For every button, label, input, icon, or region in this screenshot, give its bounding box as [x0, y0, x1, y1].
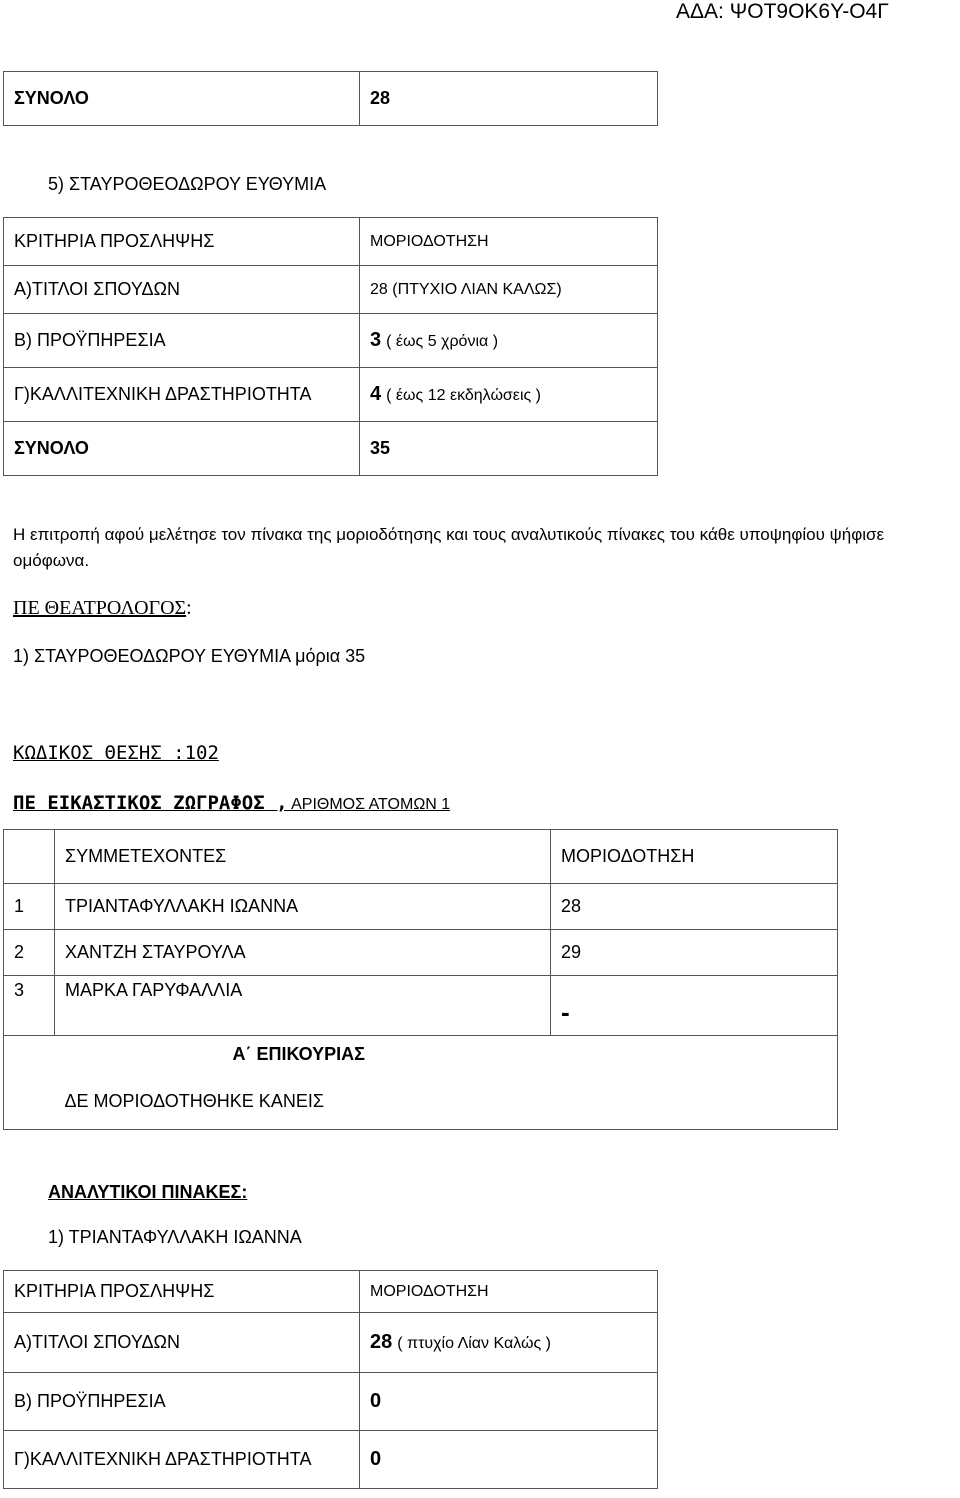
analytic-candidate: 1) ΤΡΙΑΝΤΑΦΥΛΛΑΚΗ ΙΩΑΝΝΑ [48, 1227, 302, 1247]
analytic-score-experience: 0 [360, 1373, 658, 1431]
score-header: ΜΟΡΙΟΔΟΤΗΣΗ [360, 218, 658, 266]
score-experience [360, 314, 658, 368]
criteria-header: ΚΡΙΤΗΡΙΑ ΠΡΟΣΛΗΨΗΣ [4, 218, 360, 266]
score-artistic [360, 368, 658, 422]
participants-table [3, 829, 838, 1130]
role-title-text: ΠΕ ΘΕΑΤΡΟΛΟΓΟΣ [13, 597, 187, 619]
score-experience-num: 3 [370, 329, 382, 351]
position-title-bold: ΠΕ ΕΙΚΑΣΤΙΚΟΣ ΖΩΓΡΑΦΟΣ , [13, 792, 288, 814]
winner-line: 1) ΣΤΑΥΡΟΘΕΟΔΩΡΟΥ ΕΥΘΥΜΙΑ μόρια 35 [13, 646, 366, 666]
sub-head: Α΄ ΕΠΙΚΟΥΡΙΑΣ [232, 1044, 365, 1064]
criteria-artistic: Γ)ΚΑΛΛΙΤΕΧΝΙΚΗ ΔΡΑΣΤΗΡΙΟΤΗΤΑ [4, 368, 360, 422]
analytic-table [3, 1270, 658, 1489]
participant-name: ΤΡΙΑΝΤΑΦΥΛΛΑΚΗ ΙΩΑΝΝΑ [55, 884, 551, 930]
analytic-score-studies [360, 1313, 658, 1373]
participants-sub-cell [55, 1036, 838, 1130]
position-title [13, 792, 450, 814]
total-value: 28 [360, 72, 658, 126]
criteria-studies: Α)ΤΙΤΛΟΙ ΣΠΟΥΔΩΝ [4, 266, 360, 314]
position-title-rest: ΑΡΙΘΜΟΣ ΑΤΟΜΩΝ 1 [287, 796, 451, 813]
criteria-total: ΣΥΝΟΛΟ [4, 422, 360, 476]
participant-score: 29 [551, 930, 838, 976]
analytic-score-studies-num: 28 [370, 1331, 393, 1353]
analytic-criteria-experience: Β) ΠΡΟΫΠΗΡΕΣΙΑ [4, 1373, 360, 1431]
participant-index: 1 [4, 884, 55, 930]
total-label: ΣΥΝΟΛΟ [4, 72, 360, 126]
analytic-score-header: ΜΟΡΙΟΔΟΤΗΣΗ [360, 1271, 658, 1313]
candidate-5-title: 5) ΣΤΑΥΡΟΘΕΟΔΩΡΟΥ ΕΥΘΥΜΙΑ [48, 174, 327, 194]
analytic-title: ΑΝΑΛΥΤΙΚΟΙ ΠΙΝΑΚΕΣ: [48, 1182, 248, 1202]
participants-score-header: ΜΟΡΙΟΔΟΤΗΣΗ [551, 830, 838, 884]
total-top-table [3, 71, 658, 126]
sub-note: ΔΕ ΜΟΡΙΟΔΟΤΗΘΗΚΕ ΚΑΝΕΙΣ [64, 1091, 324, 1111]
candidate-5-table [3, 217, 658, 476]
analytic-score-studies-note: ( πτυχίο Λίαν Καλώς ) [397, 1335, 551, 1352]
participants-name-header: ΣΥΜΜΕΤΕΧΟΝΤΕΣ [55, 830, 551, 884]
participant-name: ΜΑΡΚΑ ΓΑΡΥΦΑΛΛΙΑ [55, 976, 551, 1036]
role-title [13, 597, 192, 620]
decision-text: Η επιτροπή αφού μελέτησε τον πίνακα της μοριοδότησης και τους αναλυτικούς πίνακες του κάθε υποψηφίου ψήφισε ομόφωνα. [13, 525, 885, 570]
score-artistic-note: ( έως 12 εκδηλώσεις ) [386, 387, 541, 404]
participant-index: 2 [4, 930, 55, 976]
participants-index-header [4, 830, 55, 884]
score-studies: 28 (ΠΤΥΧΙΟ ΛΙΑΝ ΚΑΛΩΣ) [360, 266, 658, 314]
participant-name: ΧΑΝΤΖΗ ΣΤΑΥΡΟΥΛΑ [55, 930, 551, 976]
participant-score: - [551, 976, 838, 1036]
score-artistic-num: 4 [370, 383, 382, 405]
analytic-score-artistic: 0 [360, 1431, 658, 1489]
participants-sub-spacer [4, 1036, 55, 1130]
participant-index: 3 [4, 976, 55, 1036]
position-code: ΚΩΔΙΚΟΣ ΘΕΣΗΣ :102 [13, 742, 219, 764]
role-colon: : [186, 597, 192, 619]
analytic-criteria-header: ΚΡΙΤΗΡΙΑ ΠΡΟΣΛΗΨΗΣ [4, 1271, 360, 1313]
ada-header: ΑΔΑ: ΨΟΤ9ΟΚ6Υ-Ο4Γ [676, 0, 889, 23]
participant-score: 28 [551, 884, 838, 930]
score-total: 35 [360, 422, 658, 476]
analytic-criteria-artistic: Γ)ΚΑΛΛΙΤΕΧΝΙΚΗ ΔΡΑΣΤΗΡΙΟΤΗΤΑ [4, 1431, 360, 1489]
score-experience-note: ( έως 5 χρόνια ) [386, 333, 499, 350]
criteria-experience: Β) ΠΡΟΫΠΗΡΕΣΙΑ [4, 314, 360, 368]
analytic-criteria-studies: Α)ΤΙΤΛΟΙ ΣΠΟΥΔΩΝ [4, 1313, 360, 1373]
